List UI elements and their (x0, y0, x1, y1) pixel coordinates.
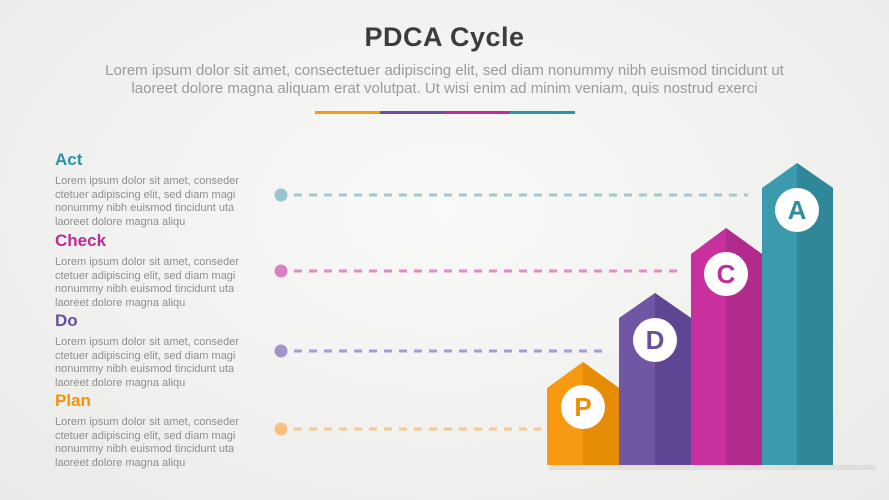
section-plan-body: Lorem ipsum dolor sit amet, conseder ctetuer adipiscing elit, sed diam magi nonummy nibh euismod tincidunt uta laoreet dolore magna aliqu (55, 416, 240, 469)
bars-shadow (549, 465, 876, 470)
act-connector-dot (275, 189, 288, 202)
section-act-heading: Act (55, 150, 83, 169)
check-connector-dot (275, 265, 288, 278)
section-act-body: Lorem ipsum dolor sit amet, conseder ctetuer adipiscing elit, sed diam magi nonummy nibh euismod tincidunt uta laoreet dolore magna aliqu (55, 175, 240, 228)
do-letter: D (645, 325, 665, 355)
section-check-heading: Check (55, 231, 107, 250)
page-title: PDCA Cycle (364, 22, 525, 52)
do-connector-dot (275, 345, 288, 358)
section-do-body: Lorem ipsum dolor sit amet, conseder ctetuer adipiscing elit, sed diam magi nonummy nibh euismod tincidunt uta laoreet dolore magna aliqu (55, 336, 240, 389)
plan-connector-dot (275, 423, 288, 436)
section-do-heading: Do (55, 311, 78, 330)
section-check-body: Lorem ipsum dolor sit amet, conseder ctetuer adipiscing elit, sed diam magi nonummy nibh euismod tincidunt uta laoreet dolore magna aliqu (55, 256, 240, 309)
section-plan-heading: Plan (55, 391, 91, 410)
plan-letter: P (574, 392, 592, 422)
subtitle-line-1: Lorem ipsum dolor sit amet, consectetuer adipiscing elit, sed diam nonummy nibh euismod tincidunt ut (105, 62, 784, 79)
act-letter: A (787, 195, 807, 225)
subtitle-line-2: laoreet dolore magna aliquam erat volutpat. Ut wisi enim ad minim veniam, quis nostrud exerci (131, 80, 758, 97)
check-letter: C (716, 259, 736, 289)
